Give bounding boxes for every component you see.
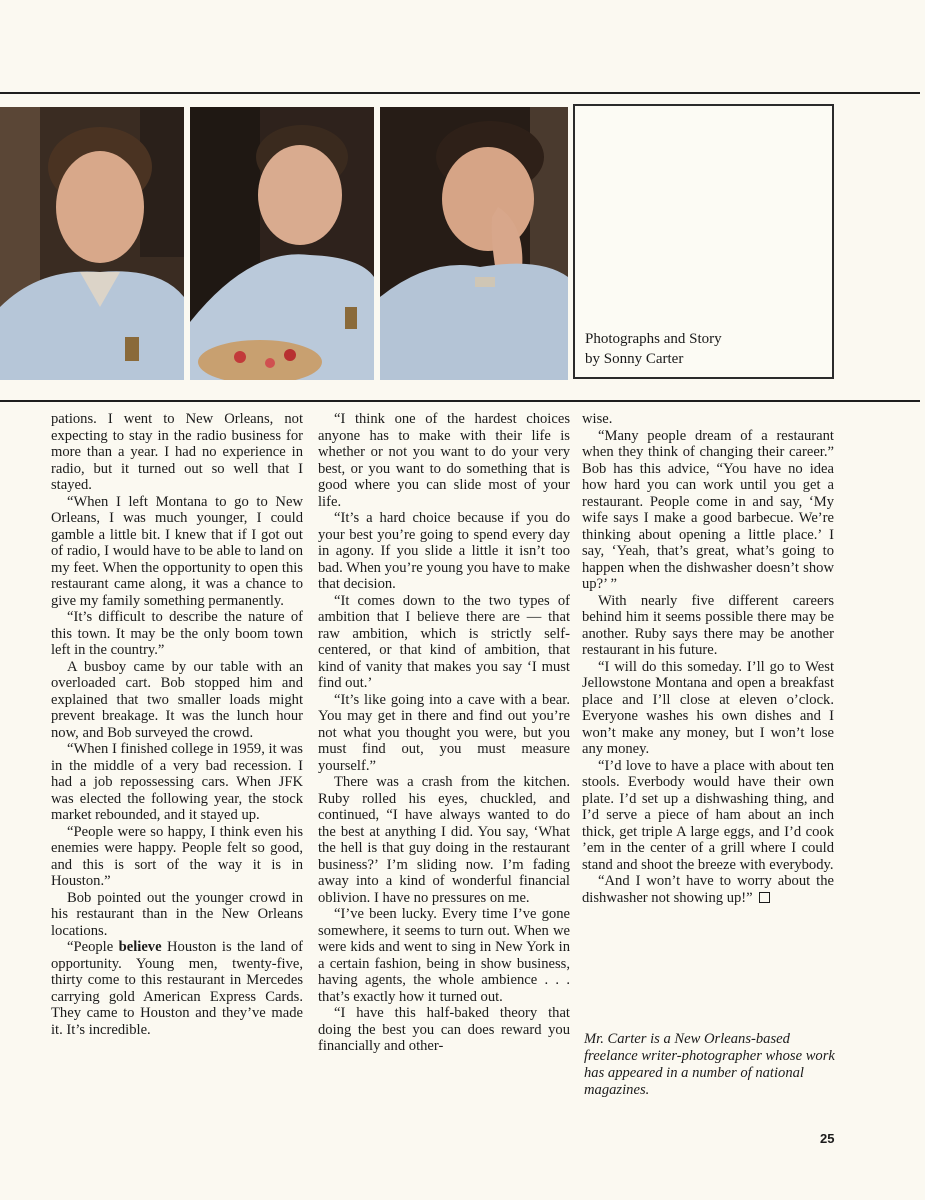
credit-line-2: by Sonny Carter <box>585 351 684 367</box>
paragraph <box>51 939 303 1038</box>
emphasis-text: believe <box>118 939 162 955</box>
photo-portrait-2 <box>190 107 374 380</box>
paragraph: “I’ve been lucky. Every time I’ve gone somewhere, it seems to turn out. When we were kids and went to sing in New York in a certain fashion, being in show business, having agents, the whole ambience . . . that’s exactly how it turned out. <box>318 906 570 1005</box>
top-rule <box>0 92 920 94</box>
section-rule <box>0 400 920 402</box>
paragraph: “It’s like going into a cave with a bear. You may get in there and find out you’re not what you thought you were, but you must find out, you must measure yourself.” <box>318 691 570 774</box>
page-number: 25 <box>820 1131 835 1146</box>
article-column-2 <box>318 411 570 1055</box>
paragraph: Bob pointed out the younger crowd in his restaurant than in the New Orleans locations. <box>51 889 303 939</box>
text-run: “People <box>67 939 119 955</box>
article-column-3 <box>582 411 834 906</box>
end-mark-icon <box>759 892 770 903</box>
paragraph: “It’s difficult to describe the nature of this town. It may be the only boom town left in the country.” <box>51 609 303 658</box>
article-column-1 <box>51 411 303 1038</box>
paragraph: “When I left Montana to go to New Orleans, I was much younger, I could gamble a little bit. I knew that if I got out of radio, I would have to be able to land on my feet. When the opportunity to open this restaurant came along, it was a chance to give my family something permanently. <box>51 493 303 609</box>
paragraph: pations. I went to New Orleans, not expecting to stay in the radio business for more than a year. I had no experience in radio, but it turned out so well that I stayed. <box>51 411 303 493</box>
paragraph: “When I finished college in 1959, it was in the middle of a very bad recession. I had a job repossessing cars. When JFK was elected the following year, the stock market rebounded, and it stayed up. <box>51 741 303 823</box>
photo-portrait-3 <box>380 107 568 380</box>
photo-portrait-1 <box>0 107 184 380</box>
paragraph: “Many people dream of a restaurant when they think of changing their career.” Bob has this advice, “You have no idea how hard you can work until you get a restaurant. People come in and say, ‘My wife says I make a good barbecue. We’re thinking about opening a little place.’ I say, ‘Yeah, that’s great, what’s going to happen when the dishwasher doesn’t show up?’ ” <box>582 427 834 592</box>
photo-credit <box>585 329 722 369</box>
paragraph: “People were so happy, I think even his enemies were happy. People felt so good, and this is sort of the way it is in Houston.” <box>51 823 303 889</box>
paragraph: “It comes down to the two types of ambition that I believe there are — that raw ambition, which is strictly self-centered, or that kind of ambition, that kind of vanity that makes you say ‘I must find out.’ <box>318 592 570 691</box>
paragraph <box>582 873 834 906</box>
paragraph: “I will do this someday. I’ll go to West Jellowstone Montana and open a breakfast place and I’ll close at eleven o’clock. Everyone washes his own dishes and I won’t make any money, but I won’t lose any money. <box>582 658 834 757</box>
text-run: “And I won’t have to worry about the dishwasher not showing up!” <box>582 873 834 906</box>
paragraph: There was a crash from the kitchen. Ruby rolled his eyes, chuckled, and continued, “I have always wanted to do the best at anything I did. You say, ‘What the hell is that guy doing in the restaurant business?’ I’m sliding now. I’m fading away into a kind of wonderful financial oblivion. I have no pressures on me. <box>318 774 570 906</box>
paragraph: “I have this half-baked theory that doing the best you can does reward you financially and other- <box>318 1005 570 1054</box>
author-bio: Mr. Carter is a New Orleans-based freelance writer-photographer whose work has appeared in a number of national magazines. <box>584 1031 835 1098</box>
credit-line-1: Photographs and Story <box>585 331 722 347</box>
photo-credit-box <box>573 104 834 379</box>
paragraph: A busboy came by our table with an overloaded cart. Bob stopped him and explained that two smaller loads might prevent breakage. It was the lunch hour now, and Bob surveyed the crowd. <box>51 658 303 741</box>
paragraph: “I’d love to have a place with about ten stools. Everbody would have their own plate. I’d set up a dishwashing thing, and I’d serve a piece of ham about an inch thick, get triple A large eggs, and I’d cook ’em in the center of a grill where I could stand and shoot the breeze with everybody. <box>582 757 834 873</box>
paragraph: “It’s a hard choice because if you do your best you’re going to spend every day in agony. If you slide a little it isn’t too bad. When you’re young you have to make that decision. <box>318 510 570 592</box>
paragraph: With nearly five different careers behind him it seems possible there may be another. Ruby says there may be another restaurant in his future. <box>582 592 834 658</box>
paragraph: “I think one of the hardest choices anyone has to make with their life is whether or not you want to do your very best, or you want to do something that is good where you can slide most of your life. <box>318 411 570 510</box>
paragraph: wise. <box>582 411 613 427</box>
text-run: Houston is the land of opportunity. Young men, twenty-five, thirty come to this restaurant in Mercedes carrying gold American Express Cards. They came to Houston and they’ve made it. It’s incredible. <box>51 939 303 1038</box>
